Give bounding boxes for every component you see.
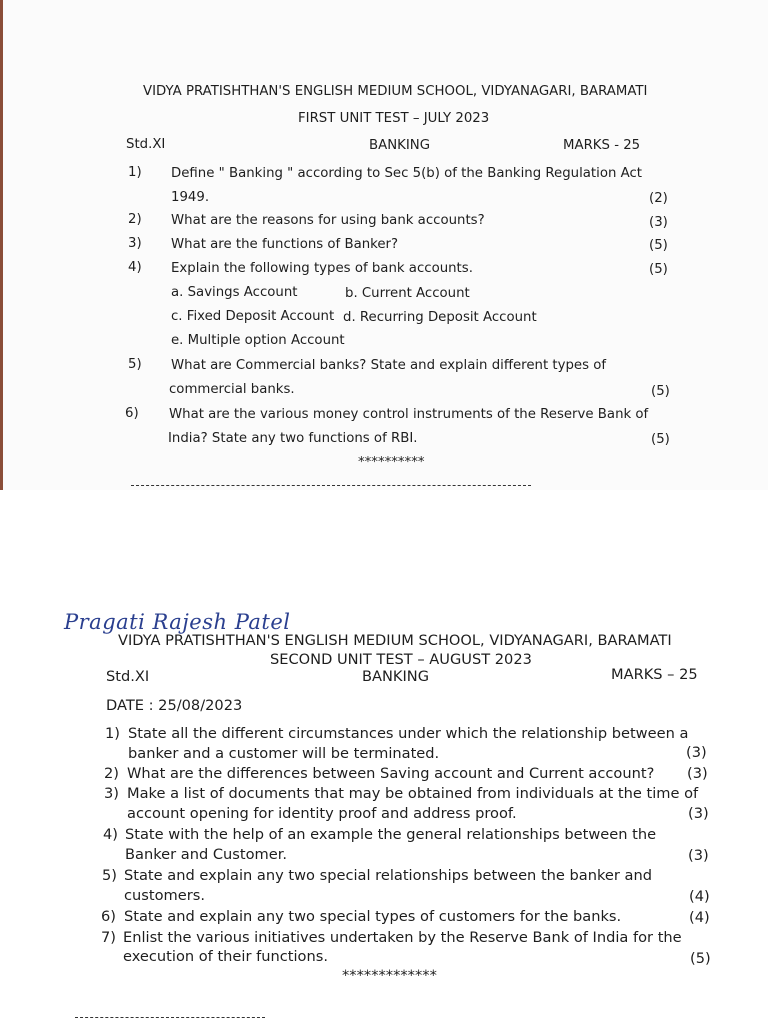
exam-date: DATE : 25/08/2023 bbox=[106, 697, 243, 714]
question-text: banker and a customer will be terminated. bbox=[128, 745, 440, 762]
question-number: 5) bbox=[128, 357, 142, 372]
question-number: 6) bbox=[101, 908, 116, 925]
question-number: 4) bbox=[128, 260, 142, 275]
question-marks: (3) bbox=[649, 215, 668, 230]
question-text: What are the functions of Banker? bbox=[171, 237, 399, 252]
standard-label: Std.XI bbox=[126, 137, 166, 152]
question-number: 7) bbox=[101, 929, 116, 946]
question-marks: (3) bbox=[687, 765, 708, 782]
question-marks: (5) bbox=[651, 384, 670, 399]
question-text: State and explain any two special types of customers for the banks. bbox=[124, 908, 622, 925]
question-text: State with the help of an example the general relationships between the bbox=[125, 826, 657, 843]
divider-line bbox=[75, 1017, 265, 1018]
question-marks: (4) bbox=[689, 888, 710, 905]
question-number: 3) bbox=[128, 236, 142, 251]
question-number: 6) bbox=[125, 406, 139, 421]
question-number: 2) bbox=[128, 212, 142, 227]
test-title: SECOND UNIT TEST – AUGUST 2023 bbox=[270, 651, 532, 668]
question-text: execution of their functions. bbox=[123, 948, 328, 965]
question-marks: (5) bbox=[649, 262, 668, 277]
question-marks: (5) bbox=[649, 238, 668, 253]
question-text: Explain the following types of bank accounts. bbox=[171, 261, 473, 276]
question-text: account opening for identity proof and address proof. bbox=[127, 805, 517, 822]
question-text: What are the various money control instruments of the Reserve Bank of bbox=[169, 407, 649, 422]
subject-label: BANKING bbox=[362, 668, 430, 685]
sub-item: b. Current Account bbox=[345, 286, 470, 301]
question-marks: (2) bbox=[649, 191, 668, 206]
question-text: What are the reasons for using bank accounts? bbox=[171, 213, 485, 228]
question-number: 5) bbox=[102, 867, 117, 884]
sub-item: d. Recurring Deposit Account bbox=[343, 310, 537, 325]
question-text: State all the different circumstances under which the relationship between a bbox=[128, 725, 689, 742]
question-marks: (3) bbox=[686, 744, 707, 761]
school-heading: VIDYA PRATISHTHAN'S ENGLISH MEDIUM SCHOOL, VIDYANAGARI, BARAMATI bbox=[143, 84, 648, 99]
question-marks: (3) bbox=[688, 805, 709, 822]
sub-item: a. Savings Account bbox=[171, 285, 298, 300]
question-text: India? State any two functions of RBI. bbox=[168, 431, 418, 446]
first-unit-test-sheet bbox=[0, 0, 768, 490]
question-number: 1) bbox=[105, 725, 120, 742]
question-marks: (5) bbox=[651, 432, 670, 447]
question-text: 1949. bbox=[171, 190, 210, 205]
total-marks: MARKS – 25 bbox=[611, 666, 698, 683]
question-text: Enlist the various initiatives undertaken by the Reserve Bank of India for the bbox=[123, 929, 682, 946]
total-marks: MARKS - 25 bbox=[563, 138, 641, 153]
question-number: 1) bbox=[128, 165, 142, 180]
school-heading: VIDYA PRATISHTHAN'S ENGLISH MEDIUM SCHOOL, VIDYANAGARI, BARAMATI bbox=[118, 632, 672, 649]
question-text: commercial banks. bbox=[169, 382, 295, 397]
sub-item: c. Fixed Deposit Account bbox=[171, 309, 335, 324]
question-text: What are the differences between Saving account and Current account? bbox=[127, 765, 655, 782]
question-number: 3) bbox=[104, 785, 119, 802]
handwritten-name: Pragati Rajesh Patel bbox=[64, 610, 291, 634]
sub-item: e. Multiple option Account bbox=[171, 333, 345, 348]
divider-line bbox=[131, 485, 531, 486]
question-marks: (4) bbox=[689, 909, 710, 926]
question-text: customers. bbox=[124, 887, 205, 904]
question-number: 4) bbox=[103, 826, 118, 843]
question-marks: (5) bbox=[690, 950, 711, 967]
subject-label: BANKING bbox=[369, 138, 431, 153]
end-of-paper-mark: ************* bbox=[342, 967, 437, 984]
question-number: 2) bbox=[104, 765, 119, 782]
question-marks: (3) bbox=[688, 847, 709, 864]
question-text: Banker and Customer. bbox=[125, 846, 288, 863]
end-of-paper-mark: ********** bbox=[358, 455, 425, 470]
second-unit-test-sheet bbox=[0, 490, 768, 1024]
standard-label: Std.XI bbox=[106, 668, 150, 685]
question-text: What are Commercial banks? State and explain different types of bbox=[171, 358, 607, 373]
question-text: Define " Banking " according to Sec 5(b) of the Banking Regulation Act bbox=[171, 166, 643, 181]
question-text: Make a list of documents that may be obtained from individuals at the time of bbox=[127, 785, 699, 802]
question-text: State and explain any two special relationships between the banker and bbox=[124, 867, 652, 884]
test-title: FIRST UNIT TEST – JULY 2023 bbox=[298, 111, 490, 126]
